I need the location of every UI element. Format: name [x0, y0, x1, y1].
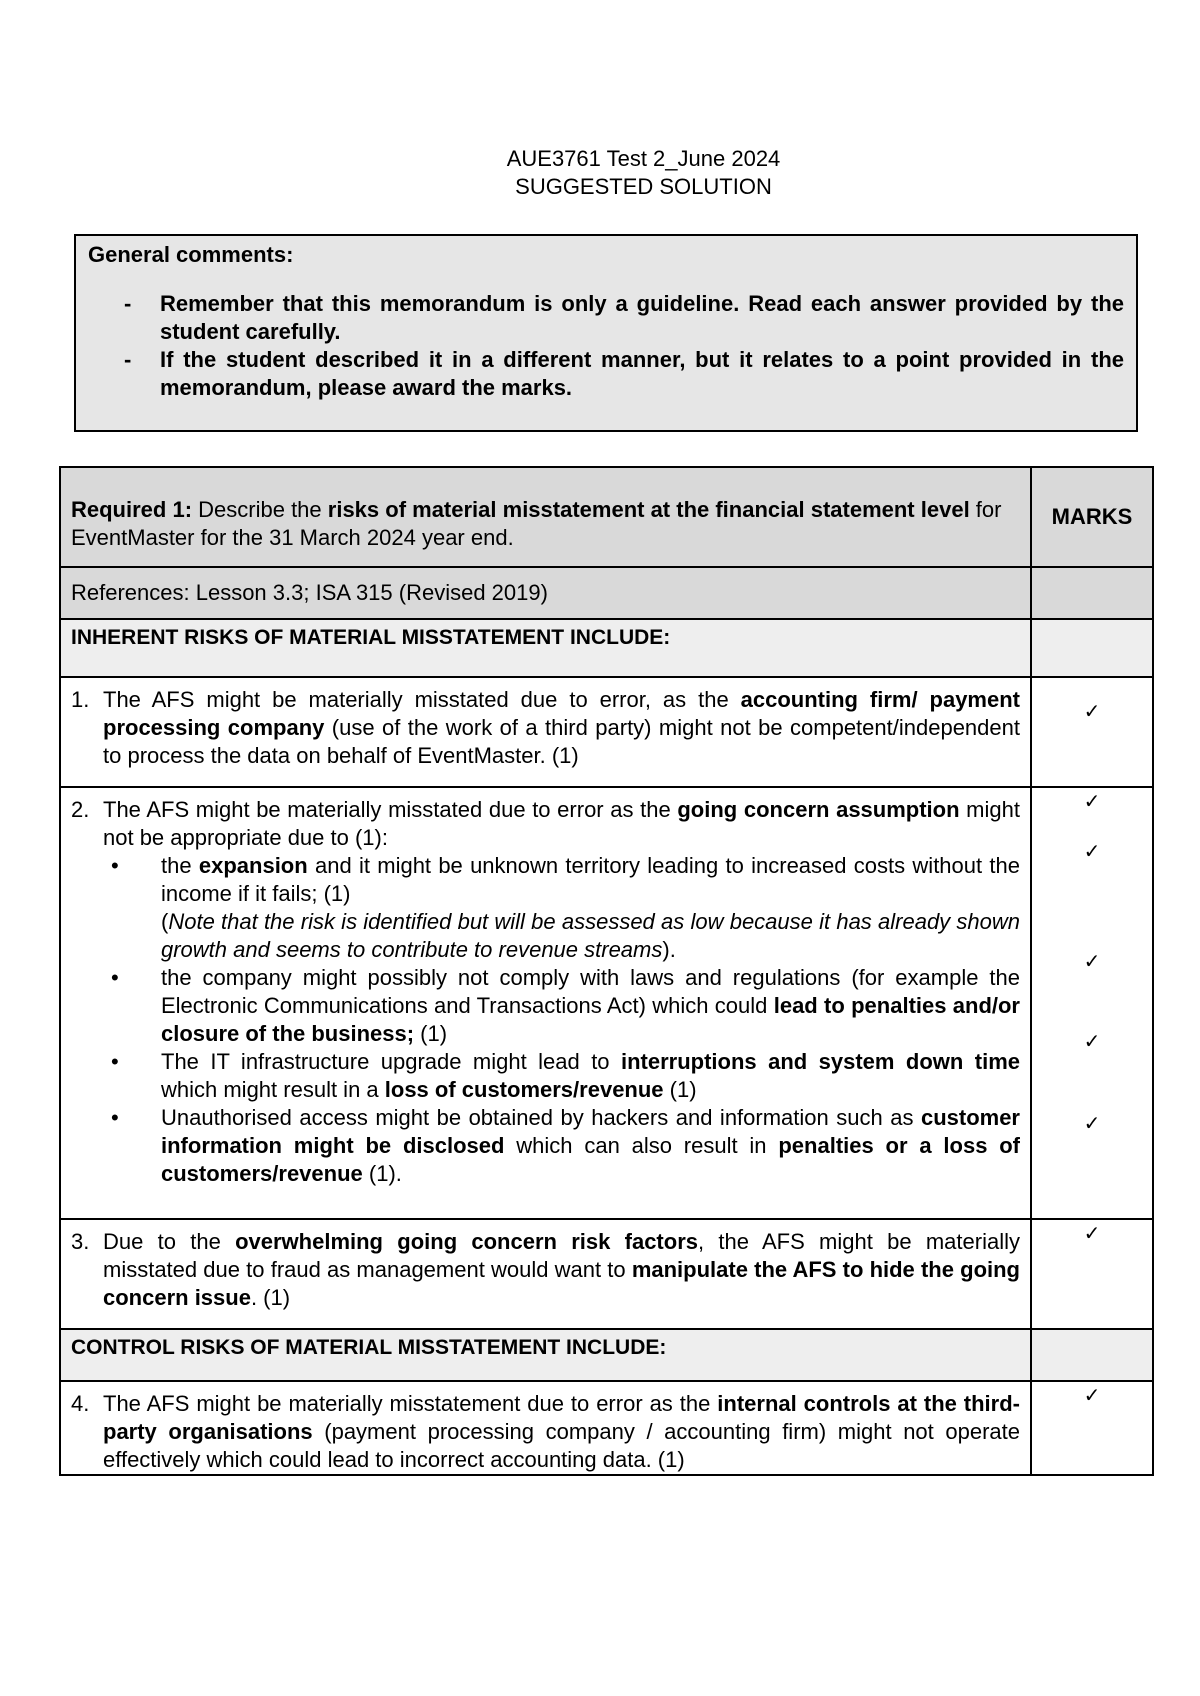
required-bold: risks of material misstatement at the financial statement level [327, 497, 970, 522]
marks-cell [1031, 787, 1153, 1219]
bullet-text: the company might possibly not comply with laws and regulations (for example the Electronic Communications and Transactions Act) which could [161, 965, 1020, 1018]
bullet-dot: • [111, 1105, 119, 1130]
checkmark-icon: ✓ [1083, 1223, 1101, 1245]
marks-cell [1031, 1219, 1153, 1329]
bullet-text: which might result in a [161, 1077, 385, 1102]
item-number: 2. [71, 797, 90, 822]
item-text: , the AFS might be materially misstated due to fraud as management would want to [103, 1229, 1020, 1282]
checkmark-icon: ✓ [1083, 701, 1101, 723]
item-bold: internal controls at the third-party organisations [103, 1391, 1020, 1444]
list-item [71, 1228, 1020, 1312]
bullet-bold: loss of customers/revenue [384, 1077, 664, 1102]
bullet-dot: • [111, 965, 119, 990]
list-item [71, 796, 1020, 852]
inherent-heading: INHERENT RISKS OF MATERIAL MISSTATEMENT INCLUDE: [60, 619, 1031, 677]
required-label: Required 1: [71, 497, 193, 522]
list-item [71, 686, 1020, 770]
general-comment-text: Remember that this memorandum is only a guideline. Read each answer provided by the student carefully. [160, 291, 1124, 344]
required-text: for EventMaster for the 31 March 2024 year end. [71, 497, 1002, 550]
item-cell [60, 1219, 1031, 1329]
checkmark-icon: ✓ [1083, 1031, 1101, 1053]
marks-cell [1031, 677, 1153, 787]
marks-header: MARKS [1031, 467, 1153, 567]
sub-bullet-item [71, 964, 1020, 1048]
note-paren: ). [662, 937, 676, 962]
dash-bullet: - [124, 347, 132, 372]
item-bold: accounting firm/ payment processing company [103, 687, 1020, 740]
item-text: The AFS might be materially misstatement due to error as the [103, 1391, 718, 1416]
item-text: (use of the work of a third party) might not be competent/independent to process the data on behalf of EventMaster. (1) [103, 715, 1020, 768]
item-text: The AFS might be materially misstated due to error, as the [103, 687, 741, 712]
control-heading-row [60, 1329, 1153, 1381]
references-marks-cell [1031, 567, 1153, 619]
bullet-text: (1). [362, 1161, 402, 1186]
item-row [60, 1219, 1153, 1329]
list-item [71, 1390, 1020, 1474]
bullet-bold: penalties or a loss of customers/revenue [161, 1133, 1021, 1186]
item-text: might not be appropriate due to (1): [103, 797, 1020, 850]
control-heading-marks-cell [1031, 1329, 1153, 1381]
bullet-dot: • [111, 1049, 119, 1074]
checkmark-icon: ✓ [1083, 841, 1101, 863]
document-title-block [0, 145, 1200, 201]
general-comment-item [88, 346, 1124, 402]
sub-bullet-list [71, 852, 1020, 1188]
item-number: 1. [71, 687, 90, 712]
item-number: 3. [71, 1229, 90, 1254]
general-comment-item [88, 290, 1124, 346]
checkmark-icon: ✓ [1083, 1113, 1101, 1135]
general-comments-heading: General comments: [88, 242, 294, 267]
sub-bullet-item [71, 1104, 1020, 1188]
item-row [60, 1381, 1153, 1475]
bullet-text: the [161, 853, 199, 878]
item-number: 4. [71, 1391, 90, 1416]
item-text: The AFS might be materially misstated due to error as the [103, 797, 678, 822]
required-cell [60, 467, 1031, 567]
bullet-bold: expansion [198, 853, 308, 878]
general-comments-box [74, 234, 1138, 432]
marks-cell [1031, 1381, 1153, 1475]
dash-bullet: - [124, 291, 132, 316]
general-comments-list [88, 290, 1124, 402]
references-cell: References: Lesson 3.3; ISA 315 (Revised 2019) [60, 567, 1031, 619]
bullet-bold: interruptions and system down time [620, 1049, 1020, 1074]
bullet-note: Note that the risk is identified but will be assessed as low because it has already shown growth and seems to contribute to revenue streams [161, 909, 1020, 962]
bullet-bold: customer information might be disclosed [161, 1105, 1020, 1158]
item-bold: going concern assumption [677, 797, 960, 822]
item-cell [60, 1381, 1031, 1475]
sub-bullet-item [71, 852, 1020, 964]
bullet-text: The IT infrastructure upgrade might lead to [161, 1049, 621, 1074]
inherent-heading-row [60, 619, 1153, 677]
item-text: (payment processing company / accounting firm) might not operate effectively which could lead to incorrect accounting data. (1) [103, 1419, 1021, 1472]
bullet-text: (1) [414, 1021, 448, 1046]
document-title: AUE3761 Test 2_June 2024 [506, 146, 781, 171]
item-row [60, 787, 1153, 1219]
document-subtitle: SUGGESTED SOLUTION [515, 174, 772, 199]
sub-bullet-item [71, 1048, 1020, 1104]
references-row [60, 567, 1153, 619]
item-cell [60, 787, 1031, 1219]
item-cell [60, 677, 1031, 787]
required-row [60, 467, 1153, 567]
bullet-text: which can also result in [504, 1133, 779, 1158]
checkmark-icon: ✓ [1083, 951, 1101, 973]
checkmark-icon: ✓ [1083, 791, 1101, 813]
required-text: Describe the [192, 497, 328, 522]
bullet-text: (1) [663, 1077, 697, 1102]
item-bold: manipulate the AFS to hide the going concern issue [103, 1257, 1020, 1310]
inherent-heading-marks-cell [1031, 619, 1153, 677]
general-comment-text: If the student described it in a different manner, but it relates to a point provided in the memorandum, please award the marks. [160, 347, 1124, 400]
item-row [60, 677, 1153, 787]
item-text: Due to the [103, 1229, 236, 1254]
item-bold: overwhelming going concern risk factors [235, 1229, 698, 1254]
item-text: . (1) [250, 1285, 291, 1310]
bullet-dot: • [111, 853, 119, 878]
memo-table [59, 466, 1154, 1476]
checkmark-icon: ✓ [1083, 1385, 1101, 1407]
bullet-bold: lead to penalties and/or closure of the business; [161, 993, 1020, 1046]
bullet-text: Unauthorised access might be obtained by hackers and information such as [161, 1105, 921, 1130]
note-paren: ( [161, 909, 169, 934]
control-heading: CONTROL RISKS OF MATERIAL MISSTATEMENT INCLUDE: [60, 1329, 1031, 1381]
bullet-text: and it might be unknown territory leading to increased costs without the income if it fails; (1) [161, 853, 1020, 906]
